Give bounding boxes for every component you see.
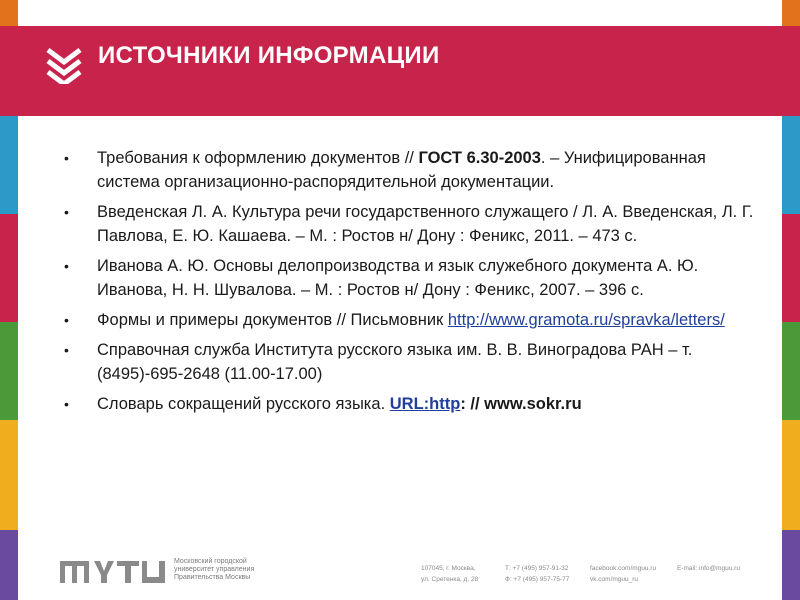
item-text: Введенская Л. А. Культура речи государственного служащего / Л. А. Введенская, Л. Г. Павлова, Е. Ю. Кашаева. – М. : Ростов н/ Дону : Феникс, 2011. – 473 с. — [97, 203, 754, 245]
list-item — [62, 254, 762, 302]
list-item — [62, 338, 762, 386]
bullet: • — [64, 312, 69, 328]
right-stripe-yellow — [782, 420, 800, 530]
sokr-link[interactable]: URL:http — [389, 395, 461, 413]
sources-list — [62, 146, 762, 422]
right-stripe-purple — [782, 530, 800, 600]
gramota-link[interactable]: http://www.gramota.ru/spravka/letters/ — [447, 311, 725, 329]
item-text: Иванова А. Ю. Основы делопроизводства и язык служебного документа А. Ю. Иванова, Н. Н. Шувалова. – М. : Ростов н/ Дону : Феникс, 2007. – 396 с. — [97, 257, 699, 299]
item-text: Формы и примеры документов // Письмовник — [97, 311, 448, 329]
list-item — [62, 392, 762, 416]
footer-social — [590, 563, 656, 585]
left-stripe-red — [0, 214, 18, 322]
vk-link[interactable]: vk.com/mguu_ru — [590, 576, 639, 583]
org-line: Московский городской — [174, 558, 247, 565]
list-item — [62, 200, 762, 248]
sokr-url-text: : // www.sokr.ru — [460, 395, 582, 413]
right-stripe-green — [782, 322, 800, 420]
bullet: • — [64, 258, 69, 274]
org-line: Правительства Москвы — [174, 574, 251, 581]
fax-line: Ф: +7 (495) 957-75-77 — [505, 576, 570, 583]
list-item — [62, 308, 762, 332]
address-line: 107045, г. Москва, — [421, 565, 476, 572]
left-stripe-yellow — [0, 420, 18, 530]
bullet: • — [64, 342, 69, 358]
footer-phones — [505, 563, 569, 585]
org-name — [174, 558, 254, 582]
bullet: • — [64, 396, 69, 412]
double-chevron-down-icon — [44, 44, 84, 84]
bullet: • — [64, 150, 69, 166]
address-line: ул. Сретенка, д. 28 — [421, 576, 479, 583]
page-title: ИСТОЧНИКИ ИНФОРМАЦИИ — [98, 42, 440, 69]
footer-email[interactable]: E-mail: info@mguu.ru — [677, 565, 740, 572]
left-stripe-blue — [0, 116, 18, 214]
bullet: • — [64, 204, 69, 220]
item-text: Требования к оформлению документов // — [97, 149, 419, 167]
item-text: Словарь сокращений русского языка. — [97, 395, 390, 413]
left-stripe-green — [0, 322, 18, 420]
item-text: . – Унифицированная система организационно-распорядительной документации. — [97, 149, 706, 191]
list-item — [62, 146, 762, 194]
footer — [60, 555, 760, 591]
phone-line: Т: +7 (495) 957-91-32 — [505, 565, 569, 572]
gost-reference: ГОСТ 6.30-2003 — [418, 149, 541, 167]
facebook-link[interactable]: facebook.com/mguu.ru — [590, 565, 657, 572]
right-stripe-red — [782, 214, 800, 322]
right-stripe-blue — [782, 116, 800, 214]
footer-address — [421, 563, 478, 585]
header-banner — [0, 26, 800, 116]
mguu-logo-icon — [60, 557, 166, 585]
org-line: университет управления — [174, 566, 255, 573]
item-text: Справочная служба Института русского языка им. В. В. Виноградова РАН – т. (8495)-695-2648 (11.00-17.00) — [97, 341, 693, 383]
left-stripe-purple — [0, 530, 18, 600]
